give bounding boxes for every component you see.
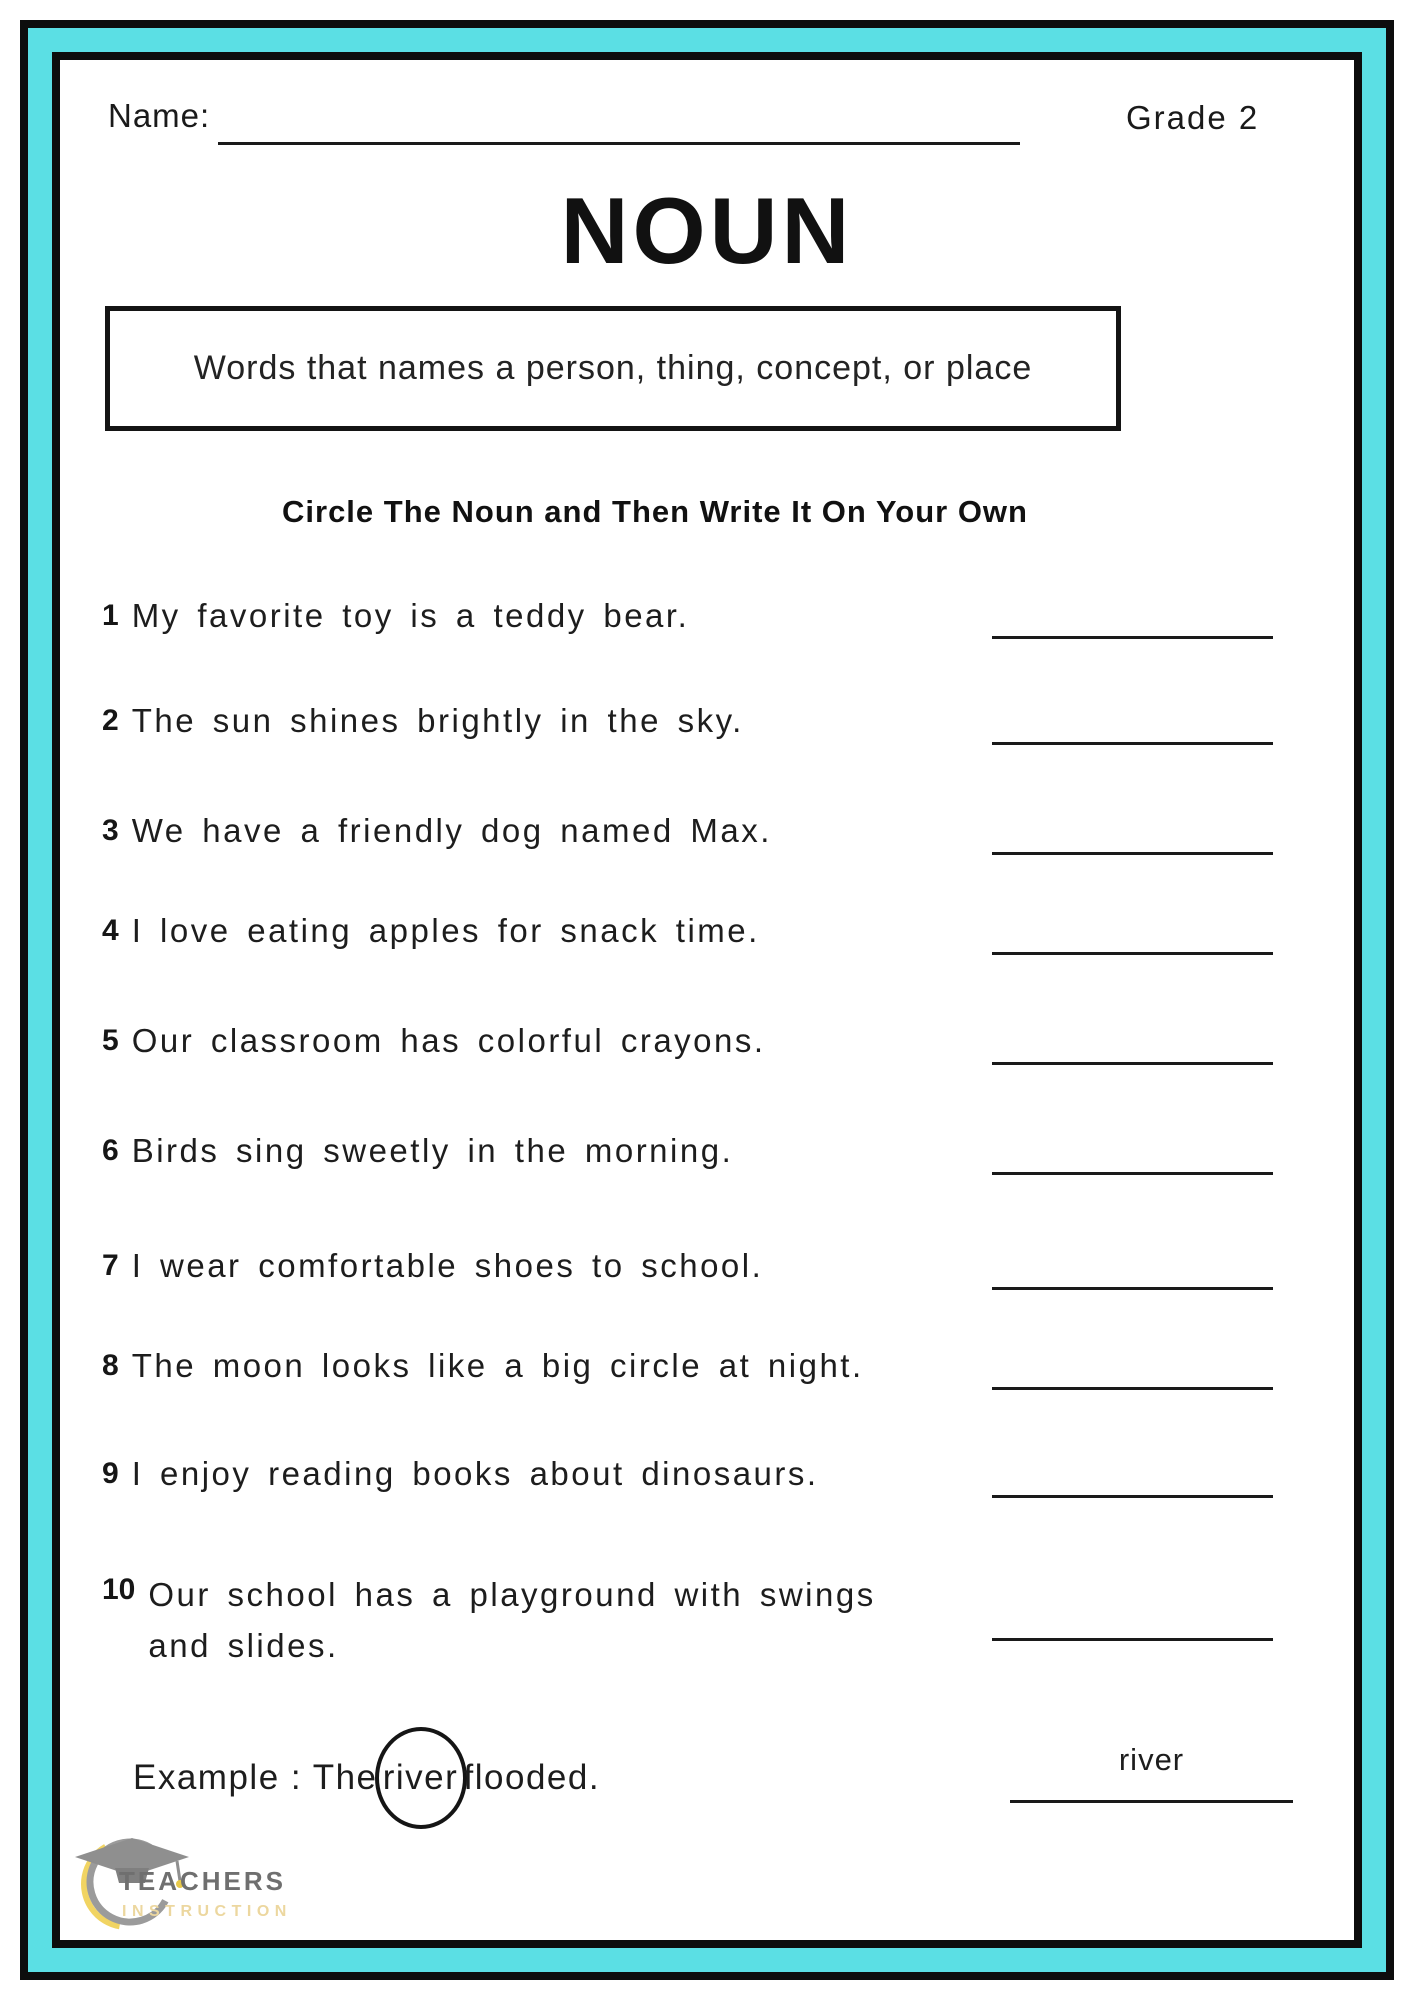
answer-line-2[interactable] xyxy=(992,742,1273,745)
item-sentence: I wear comfortable shoes to school. xyxy=(131,1247,764,1285)
item-sentence: I enjoy reading books about dinosaurs. xyxy=(131,1455,819,1493)
sentence-row-1 xyxy=(102,594,689,638)
item-number: 1 xyxy=(102,599,119,632)
item-sentence: The sun shines brightly in the sky. xyxy=(131,702,744,740)
logo-graphic xyxy=(75,1836,355,1946)
sentence-row-4 xyxy=(102,909,760,953)
answer-line-1[interactable] xyxy=(992,636,1273,639)
item-number: 5 xyxy=(102,1024,119,1057)
name-label: Name: xyxy=(108,97,211,134)
item-sentence: Our classroom has colorful crayons. xyxy=(131,1022,766,1060)
page-title: NOUN xyxy=(560,178,854,283)
item-sentence: The moon looks like a big circle at night. xyxy=(131,1347,864,1385)
answer-line-3[interactable] xyxy=(992,852,1273,855)
sentence-row-10 xyxy=(102,1569,948,1671)
instruction-text: Circle The Noun and Then Write It On Your Own xyxy=(282,494,1028,529)
logo-line2: INSTRUCTION xyxy=(122,1903,292,1920)
sentence-row-3 xyxy=(102,809,772,853)
sentence-row-8 xyxy=(102,1344,864,1388)
definition-box xyxy=(105,306,1121,431)
definition-text: Words that names a person, thing, concept, or place xyxy=(193,349,1033,387)
item-number: 4 xyxy=(102,914,119,947)
item-sentence: My favorite toy is a teddy bear. xyxy=(131,597,690,635)
sentence-row-2 xyxy=(102,699,744,743)
teachers-instruction-logo xyxy=(75,1836,355,1946)
sentence-row-5 xyxy=(102,1019,766,1063)
answer-line-10[interactable] xyxy=(992,1638,1273,1641)
answer-line-4[interactable] xyxy=(992,952,1273,955)
circled-noun xyxy=(375,1727,467,1829)
sentence-row-9 xyxy=(102,1452,819,1496)
answer-line-8[interactable] xyxy=(992,1387,1273,1390)
item-number: 8 xyxy=(102,1349,119,1382)
example-answer-line xyxy=(1010,1800,1293,1803)
circled-word: river xyxy=(382,1758,459,1797)
grade-label: Grade 2 xyxy=(1126,99,1260,136)
answer-line-6[interactable] xyxy=(992,1172,1273,1175)
item-sentence: I love eating apples for snack time. xyxy=(131,912,760,950)
item-number: 9 xyxy=(102,1457,119,1490)
item-number: 2 xyxy=(102,704,119,737)
item-sentence: Our school has a playground with swings and slides. xyxy=(148,1576,876,1665)
item-number: 10 xyxy=(102,1573,136,1606)
item-number: 6 xyxy=(102,1134,119,1167)
sentence-row-6 xyxy=(102,1129,733,1173)
item-sentence: We have a friendly dog named Max. xyxy=(131,812,772,850)
item-number: 3 xyxy=(102,814,119,847)
item-sentence: Birds sing sweetly in the morning. xyxy=(131,1132,734,1170)
example-answer-word: river xyxy=(1118,1742,1185,1777)
name-blank-line[interactable] xyxy=(218,112,1020,145)
answer-line-5[interactable] xyxy=(992,1062,1273,1065)
sentence-row-7 xyxy=(102,1244,763,1288)
answer-line-9[interactable] xyxy=(992,1495,1273,1498)
example-suffix: flooded. xyxy=(463,1758,601,1797)
answer-line-7[interactable] xyxy=(992,1287,1273,1290)
item-number: 7 xyxy=(102,1249,119,1282)
example-prefix: Example : The xyxy=(133,1758,378,1797)
example-row xyxy=(133,1738,600,1818)
logo-line1: TEACHERS xyxy=(119,1866,287,1896)
